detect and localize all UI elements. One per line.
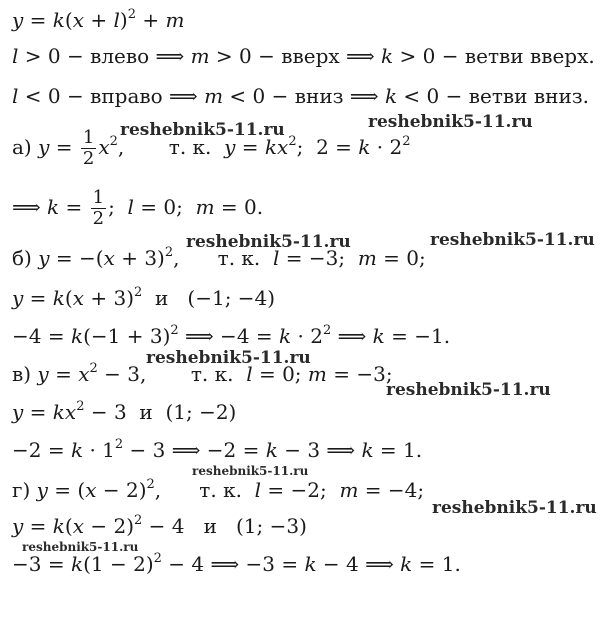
watermark: reshebnik5-11.ru [430,230,595,250]
part-v-line2: $y = kx^2 - 3$ и (1; −2) [12,399,237,424]
rule-right-down: l < 0 − вправо ⟹ m < 0 − вниз ⟹ k < 0 − ветви вниз. [12,84,590,108]
part-g-line1: г) $y = (x - 2)^2$, т. к. l = −2; m = −4; [12,477,425,502]
part-a-line1: а) y = $\frac{1}{2}$ $x^2$, т. к. $y = kx^2$; $2 = k \cdot 2^2$ [12,127,411,169]
fraction-one-half: $\frac{1}{2}$ [82,127,95,169]
watermark: reshebnik5-11.ru [386,380,551,400]
watermark: reshebnik5-11.ru [368,112,533,132]
watermark: reshebnik5-11.ru [432,498,597,518]
rule-left-up: l > 0 − влево ⟹ m > 0 − вверх ⟹ k > 0 − ветви вверх. [12,44,595,68]
part-g-line2: $y = k(x - 2)^2 - 4$ и (1; −3) [12,513,307,538]
part-a-line2: ⟹ k = $\frac{1}{2}$ ; l = 0; m = 0. [12,187,264,229]
part-b-line1: б) $y = -(x + 3)^2$, т. к. l = −3; m = 0; [12,245,426,270]
fraction-one-half: $\frac{1}{2}$ [92,187,105,229]
part-b-line3: $-4 = k(-1 + 3)^2$ ⟹ $-4 = k \cdot 2^2$ ⟹ k = −1. [12,323,451,348]
watermark: reshebnik5-11.ru [186,232,351,252]
part-v-line1: в) $y = x^2 - 3$, т. к. l = 0; m = −3; [12,361,393,386]
watermark: reshebnik5-11.ru [22,540,139,554]
part-g-line3: $-3 = k(1 - 2)^2 - 4$ ⟹ −3 = k − 4 ⟹ k = 1. [12,551,461,576]
part-v-line3: $-2 = k \cdot 1^2 - 3$ ⟹ −2 = k − 3 ⟹ k = 1. [12,437,423,462]
watermark: reshebnik5-11.ru [146,348,311,368]
watermark: reshebnik5-11.ru [192,464,309,478]
formula-general: $y = k(x + l)^2 + m$ [12,7,185,32]
part-b-line2: $y = k(x + 3)^2$ и (−1; −4) [12,285,276,310]
watermark: reshebnik5-11.ru [120,120,285,140]
